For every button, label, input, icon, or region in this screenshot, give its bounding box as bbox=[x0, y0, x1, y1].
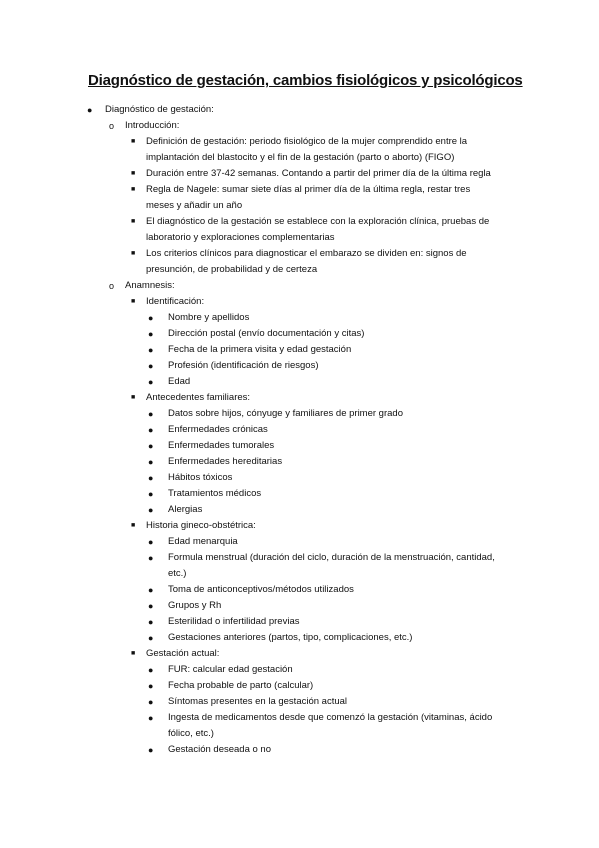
section-label: Diagnóstico de gestación: bbox=[105, 104, 214, 115]
list-item bbox=[148, 358, 525, 374]
item-text: Alergias bbox=[168, 504, 203, 515]
list-item bbox=[148, 694, 525, 710]
list-item bbox=[148, 422, 525, 438]
bullet-marker: ■ bbox=[131, 298, 136, 305]
list-item bbox=[148, 470, 525, 486]
list-item-introduccion bbox=[109, 118, 525, 278]
bullet-marker: ● bbox=[148, 617, 154, 627]
bullet-marker: ● bbox=[148, 345, 154, 355]
group-items bbox=[148, 406, 525, 518]
group-gestacion-actual bbox=[131, 646, 525, 758]
list-item-anamnesis bbox=[109, 278, 525, 758]
item-text: Esterilidad o infertilidad previas bbox=[168, 616, 300, 627]
list-item bbox=[148, 454, 525, 470]
bullet-marker: ■ bbox=[131, 250, 136, 257]
bullet-marker: ■ bbox=[131, 522, 136, 529]
group-identificacion bbox=[131, 294, 525, 390]
subsection-list bbox=[109, 118, 525, 758]
item-text: Formula menstrual (duración del ciclo, duración de la menstruación, cantidad, etc.) bbox=[168, 552, 495, 579]
item-text: FUR: calcular edad gestación bbox=[168, 664, 293, 675]
list-item bbox=[148, 710, 525, 742]
group-antecedentes bbox=[131, 390, 525, 518]
item-text: Hábitos tóxicos bbox=[168, 472, 233, 483]
bullet-marker: ● bbox=[148, 329, 154, 339]
list-item bbox=[148, 742, 525, 758]
bullet-marker: ● bbox=[148, 473, 154, 483]
list-item bbox=[148, 534, 525, 550]
list-item bbox=[148, 502, 525, 518]
bullet-marker: ● bbox=[148, 441, 154, 451]
bullet-marker: ● bbox=[148, 505, 154, 515]
list-item bbox=[131, 214, 525, 246]
list-item bbox=[148, 550, 525, 582]
bullet-marker: ● bbox=[148, 553, 154, 563]
list-item bbox=[131, 182, 525, 214]
bullet-marker: ● bbox=[148, 681, 154, 691]
item-text: Nombre y apellidos bbox=[168, 312, 250, 323]
bullet-marker: ● bbox=[148, 745, 154, 755]
list-item bbox=[131, 246, 525, 278]
bullet-marker: ■ bbox=[131, 394, 136, 401]
subsection-label: Introducción: bbox=[125, 120, 180, 131]
bullet-marker: ● bbox=[148, 713, 154, 723]
bullet-marker: ■ bbox=[131, 186, 136, 193]
list-item bbox=[148, 342, 525, 358]
item-text: Gestación deseada o no bbox=[168, 744, 271, 755]
list-item bbox=[148, 582, 525, 598]
item-text: Los criterios clínicos para diagnosticar el embarazo se dividen en: signos de presunción, de probabilidad y de certeza bbox=[146, 248, 467, 275]
list-item bbox=[148, 486, 525, 502]
item-text: Tratamientos médicos bbox=[168, 488, 262, 499]
group-items bbox=[148, 662, 525, 758]
group-label: Gestación actual: bbox=[146, 648, 220, 659]
group-label: Antecedentes familiares: bbox=[146, 392, 251, 403]
group-items bbox=[148, 534, 525, 646]
list-item bbox=[148, 310, 525, 326]
item-text: Definición de gestación: periodo fisiológico de la mujer comprendido entre la implantación del blastocito y el fin de la gestación (parto o aborto) (FIGO) bbox=[146, 136, 468, 163]
bullet-marker: ● bbox=[148, 425, 154, 435]
bullet-marker: ● bbox=[148, 457, 154, 467]
bullet-marker: ■ bbox=[131, 650, 136, 657]
item-text: Enfermedades hereditarias bbox=[168, 456, 283, 467]
anamnesis-groups bbox=[131, 294, 525, 758]
list-item bbox=[148, 598, 525, 614]
bullet-marker: o bbox=[109, 281, 115, 291]
item-text: Enfermedades crónicas bbox=[168, 424, 268, 435]
item-text: Edad bbox=[168, 376, 191, 387]
bullet-marker: ● bbox=[87, 105, 93, 115]
bullet-marker: ● bbox=[148, 313, 154, 323]
bullet-marker: ● bbox=[148, 361, 154, 371]
list-item bbox=[148, 614, 525, 630]
item-text: Fecha de la primera visita y edad gestación bbox=[168, 344, 352, 355]
bullet-marker: ● bbox=[148, 489, 154, 499]
bullet-marker: ● bbox=[148, 409, 154, 419]
bullet-marker: ● bbox=[148, 377, 154, 387]
list-item bbox=[148, 374, 525, 390]
bullet-marker: ● bbox=[148, 697, 154, 707]
item-text: Datos sobre hijos, cónyuge y familiares de primer grado bbox=[168, 408, 403, 419]
item-text: Fecha probable de parto (calcular) bbox=[168, 680, 314, 691]
bullet-marker: o bbox=[109, 121, 115, 131]
bullet-marker: ● bbox=[148, 601, 154, 611]
bullet-marker: ● bbox=[148, 537, 154, 547]
item-text: Gestaciones anteriores (partos, tipo, complicaciones, etc.) bbox=[168, 632, 413, 643]
list-item bbox=[148, 438, 525, 454]
item-text: Grupos y Rh bbox=[168, 600, 222, 611]
list-item bbox=[131, 166, 525, 182]
item-text: El diagnóstico de la gestación se establece con la exploración clínica, pruebas de laboratorio y exploraciones complementarias bbox=[146, 216, 490, 243]
bullet-marker: ● bbox=[148, 665, 154, 675]
item-text: Ingesta de medicamentos desde que comenzó la gestación (vitaminas, ácido fólico, etc.) bbox=[168, 712, 493, 739]
item-text: Enfermedades tumorales bbox=[168, 440, 275, 451]
intro-items bbox=[131, 134, 525, 278]
subsection-label: Anamnesis: bbox=[125, 280, 175, 291]
list-item bbox=[148, 406, 525, 422]
item-text: Profesión (identificación de riesgos) bbox=[168, 360, 319, 371]
list-item bbox=[148, 662, 525, 678]
bullet-marker: ● bbox=[148, 633, 154, 643]
document-title: Diagnóstico de gestación, cambios fisiológicos y psicológicos bbox=[88, 72, 523, 89]
group-items bbox=[148, 310, 525, 390]
list-item bbox=[131, 134, 525, 166]
list-item bbox=[148, 326, 525, 342]
item-text: Toma de anticonceptivos/métodos utilizados bbox=[168, 584, 354, 595]
list-item-diagnostico bbox=[87, 102, 525, 758]
bullet-marker: ● bbox=[148, 585, 154, 595]
bullet-marker: ■ bbox=[131, 218, 136, 225]
list-item bbox=[148, 630, 525, 646]
group-historia bbox=[131, 518, 525, 646]
item-text: Dirección postal (envío documentación y citas) bbox=[168, 328, 365, 339]
item-text: Síntomas presentes en la gestación actual bbox=[168, 696, 348, 707]
item-text: Duración entre 37-42 semanas. Contando a partir del primer día de la última regla bbox=[146, 168, 491, 179]
item-text: Regla de Nagele: sumar siete días al primer día de la última regla, restar tres meses y añadir un año bbox=[146, 184, 471, 211]
outline-list bbox=[87, 102, 525, 758]
item-text: Edad menarquia bbox=[168, 536, 238, 547]
bullet-marker: ■ bbox=[131, 170, 136, 177]
bullet-marker: ■ bbox=[131, 138, 136, 145]
group-label: Identificación: bbox=[146, 296, 205, 307]
group-label: Historia gineco-obstétrica: bbox=[146, 520, 256, 531]
list-item bbox=[148, 678, 525, 694]
